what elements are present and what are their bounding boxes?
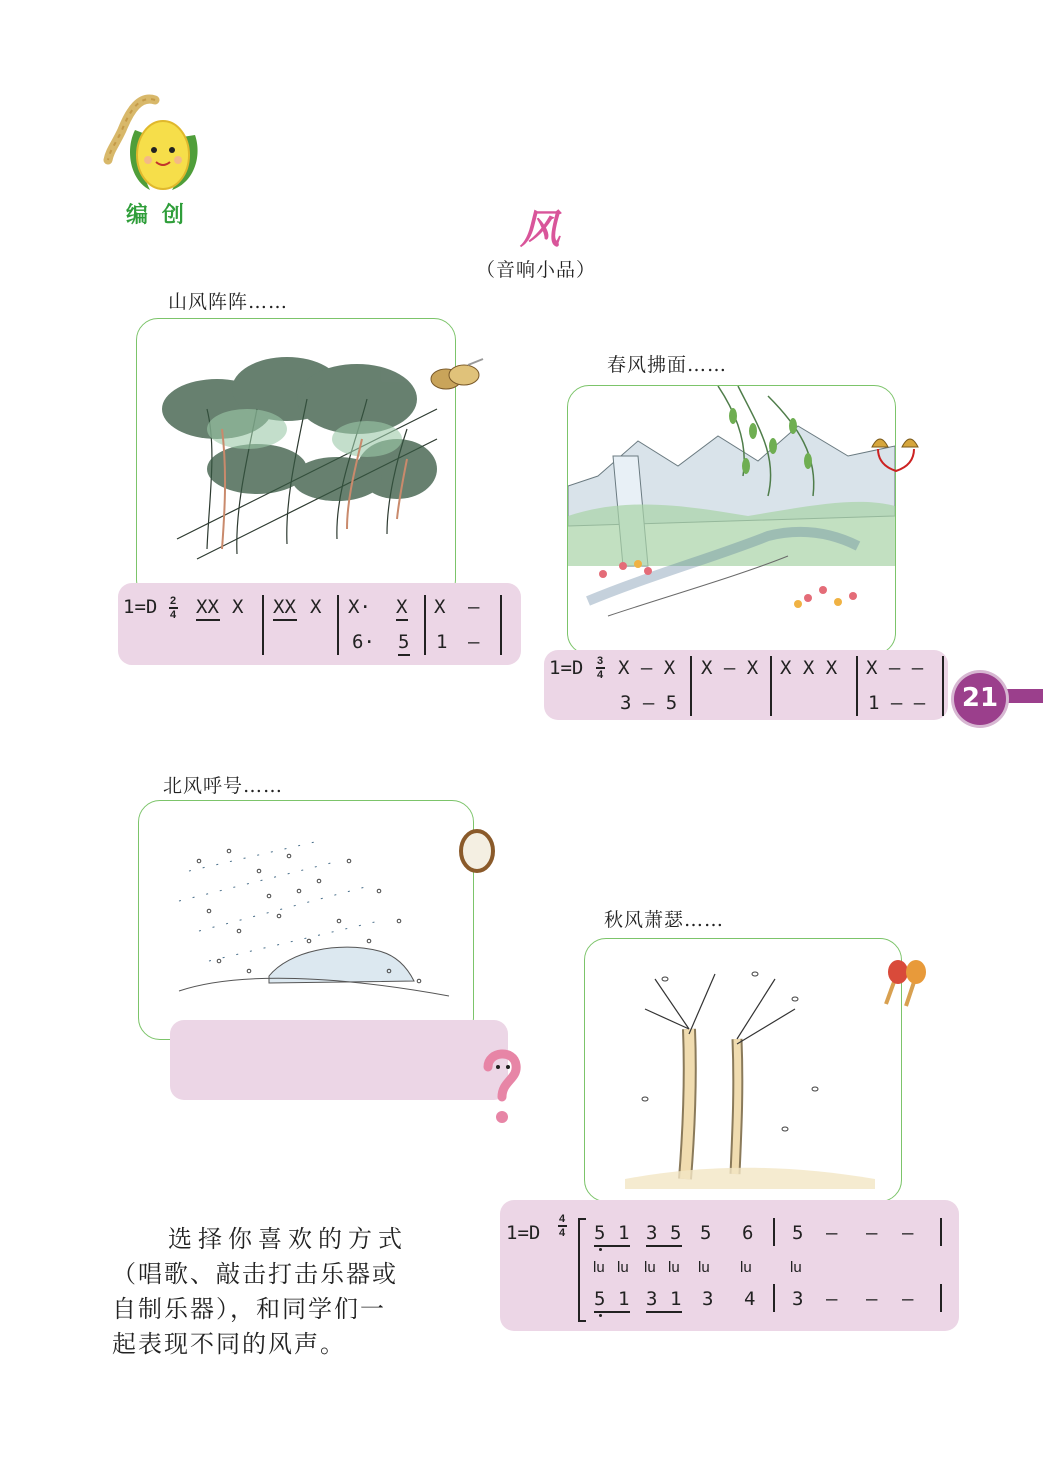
- autumn-time-top: 4: [558, 1213, 566, 1225]
- autumn-lyric: lu: [740, 1259, 752, 1276]
- barline: [773, 1218, 775, 1246]
- instruction-line: 起表现不同的风声。: [112, 1330, 346, 1358]
- autumn-lower-note: 3: [702, 1288, 714, 1310]
- instruction-line: （唱歌、敲击打击乐器或: [112, 1260, 398, 1288]
- cymbals-icon: [428, 355, 488, 395]
- barline: [942, 656, 944, 716]
- instruction-text: [112, 1222, 442, 1362]
- north-caption: 北风呼号……: [163, 775, 284, 797]
- mountain-note: –: [468, 596, 480, 618]
- barline: [856, 656, 858, 716]
- autumn-lower-note: 5: [594, 1288, 606, 1310]
- snowstorm-illustration: [139, 801, 473, 1039]
- spring-measure: 3 – 5: [620, 692, 678, 714]
- page-number-badge: [954, 673, 1006, 725]
- barline: [940, 1284, 942, 1312]
- autumn-upper-note: –: [866, 1222, 878, 1244]
- maracas-icon: [880, 956, 928, 1008]
- mountain-note: X: [232, 596, 244, 618]
- mountain-note: 5: [398, 631, 410, 653]
- spring-score: [544, 650, 948, 720]
- autumn-lyric: lu: [644, 1259, 656, 1276]
- autumn-upper-note: 1: [618, 1222, 630, 1244]
- autumn-upper-note: 3: [646, 1222, 658, 1244]
- note-underline: [646, 1245, 682, 1247]
- north-illustration-frame: [138, 800, 474, 1040]
- spring-time-bottom: 4: [596, 669, 604, 681]
- question-mark-icon: [478, 1045, 524, 1127]
- autumn-lyric: lu: [790, 1259, 802, 1276]
- barline: [337, 595, 339, 655]
- autumn-time-bottom: 4: [558, 1227, 566, 1239]
- autumn-lyric: lu: [668, 1259, 680, 1276]
- spring-measure: X – X: [701, 657, 759, 679]
- page-title: 风: [520, 206, 560, 253]
- autumn-upper-note: –: [826, 1222, 838, 1244]
- mountain-score: [118, 583, 521, 665]
- tambourine-icon: [456, 828, 498, 874]
- barline: [940, 1218, 942, 1246]
- spring-key: 1=D: [549, 657, 584, 679]
- instruction-line: 选择你喜欢的方式: [168, 1225, 408, 1253]
- autumn-caption: 秋风萧瑟……: [604, 909, 725, 931]
- low-octave-dot: [599, 1314, 602, 1317]
- autumn-trees-illustration: [585, 939, 901, 1201]
- note-underline: [594, 1311, 630, 1313]
- barline: [690, 656, 692, 716]
- note-underline: [594, 1245, 630, 1247]
- mountain-key: 1=D: [123, 596, 158, 618]
- mountain-note: X: [434, 596, 446, 618]
- note-underline: [398, 654, 410, 656]
- autumn-lower-note: 1: [618, 1288, 630, 1310]
- north-score-blank: [170, 1020, 508, 1100]
- page-subtitle: （音响小品）: [476, 259, 597, 281]
- autumn-lower-note: 1: [670, 1288, 682, 1310]
- autumn-upper-note: 5: [670, 1222, 682, 1244]
- mountain-note: X·: [348, 596, 371, 618]
- autumn-lower-note: –: [866, 1288, 878, 1310]
- spring-measure: X – X: [618, 657, 676, 679]
- autumn-upper-note: 5: [594, 1222, 606, 1244]
- autumn-key: 1=D: [506, 1222, 541, 1244]
- autumn-upper-note: –: [902, 1222, 914, 1244]
- note-underline: [273, 619, 297, 621]
- barline: [773, 1284, 775, 1312]
- page-number: 21: [961, 683, 999, 713]
- autumn-upper-note: 5: [792, 1222, 804, 1244]
- barline: [424, 595, 426, 655]
- autumn-lyric: lu: [617, 1259, 629, 1276]
- autumn-upper-note: 6: [742, 1222, 754, 1244]
- corn-mascot-icon: [100, 90, 210, 195]
- landscape-illustration: [568, 386, 895, 654]
- low-octave-dot: [599, 1248, 602, 1251]
- spring-measure: X X X: [780, 657, 838, 679]
- section-label: 编创: [126, 203, 199, 228]
- mountain-note: XX: [273, 596, 296, 618]
- mountain-note: X: [396, 596, 408, 618]
- bells-icon: [868, 425, 924, 475]
- mountain-note: –: [468, 631, 480, 653]
- spring-measure: 1 – –: [868, 692, 926, 714]
- autumn-illustration-frame: [584, 938, 902, 1202]
- autumn-lyric: lu: [698, 1259, 710, 1276]
- mountain-note: X: [310, 596, 322, 618]
- forest-illustration: [137, 319, 455, 601]
- autumn-lower-note: –: [902, 1288, 914, 1310]
- spring-time-top: 3: [596, 655, 604, 667]
- mountain-note: 6·: [352, 631, 375, 653]
- spring-measure: X – –: [866, 657, 924, 679]
- barline: [500, 595, 502, 655]
- spring-illustration-frame: [567, 385, 896, 655]
- system-bracket: [578, 1218, 586, 1322]
- autumn-lower-note: 3: [792, 1288, 804, 1310]
- autumn-lyric: lu: [593, 1259, 605, 1276]
- spring-caption: 春风拂面……: [607, 354, 728, 376]
- instruction-line: 自制乐器），和同学们一: [112, 1295, 386, 1323]
- mountain-note: XX: [196, 596, 219, 618]
- mountain-time-top: 2: [169, 595, 177, 607]
- autumn-upper-note: 5: [700, 1222, 712, 1244]
- note-underline: [396, 619, 408, 621]
- mountain-illustration-frame: [136, 318, 456, 602]
- autumn-lower-note: 3: [646, 1288, 658, 1310]
- barline: [770, 656, 772, 716]
- mountain-note: 1: [436, 631, 448, 653]
- barline: [262, 595, 264, 655]
- mountain-time-bottom: 4: [169, 609, 177, 621]
- note-underline: [196, 619, 220, 621]
- mountain-caption: 山风阵阵……: [168, 291, 289, 313]
- autumn-lower-note: 4: [744, 1288, 756, 1310]
- autumn-lower-note: –: [826, 1288, 838, 1310]
- autumn-score: [500, 1200, 959, 1331]
- note-underline: [646, 1311, 682, 1313]
